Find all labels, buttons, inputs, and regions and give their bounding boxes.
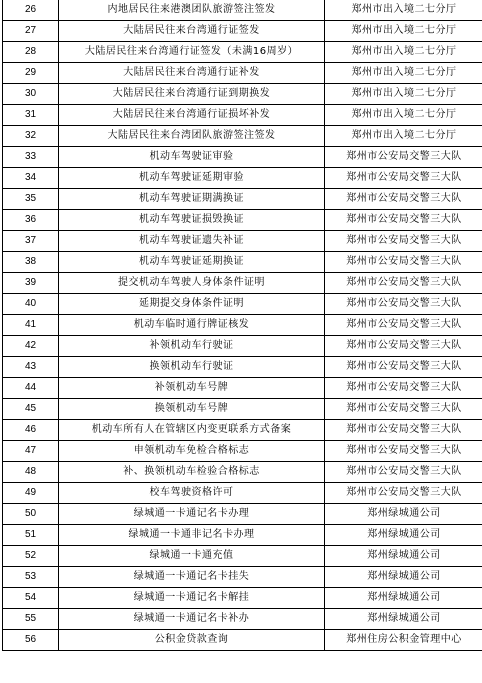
row-number-cell: 32 [3, 126, 59, 147]
row-number-cell: 51 [3, 525, 59, 546]
table-row [3, 126, 482, 147]
department-cell: 郑州市公安局交警三大队 [325, 147, 482, 168]
service-item-cell: 机动车驾驶证期满换证 [59, 189, 325, 210]
table-body [3, 0, 482, 651]
service-item-cell: 补领机动车行驶证 [59, 336, 325, 357]
department-cell: 郑州市公安局交警三大队 [325, 315, 482, 336]
department-cell: 郑州市公安局交警三大队 [325, 378, 482, 399]
table-row [3, 147, 482, 168]
row-number-cell: 39 [3, 273, 59, 294]
row-number-cell: 38 [3, 252, 59, 273]
table-row [3, 567, 482, 588]
table-row [3, 357, 482, 378]
service-item-cell: 申领机动车免检合格标志 [59, 441, 325, 462]
row-number-cell: 49 [3, 483, 59, 504]
department-cell: 郑州绿城通公司 [325, 546, 482, 567]
department-cell: 郑州住房公积金管理中心 [325, 630, 482, 651]
row-number-cell: 55 [3, 609, 59, 630]
department-cell: 郑州市公安局交警三大队 [325, 420, 482, 441]
service-item-cell: 绿城通一卡通充值 [59, 546, 325, 567]
service-item-cell: 大陆居民往来台湾通行证签发（未满16周岁） [59, 42, 325, 63]
row-number-cell: 26 [3, 0, 59, 21]
service-item-cell: 机动车临时通行牌证核发 [59, 315, 325, 336]
table-row [3, 525, 482, 546]
service-item-cell: 大陆居民往来台湾团队旅游签注签发 [59, 126, 325, 147]
row-number-cell: 41 [3, 315, 59, 336]
row-number-cell: 54 [3, 588, 59, 609]
table-row [3, 483, 482, 504]
service-item-cell: 机动车驾驶证遗失补证 [59, 231, 325, 252]
department-cell: 郑州市公安局交警三大队 [325, 189, 482, 210]
table-row [3, 420, 482, 441]
table-row [3, 462, 482, 483]
row-number-cell: 53 [3, 567, 59, 588]
table-row [3, 588, 482, 609]
department-cell: 郑州市公安局交警三大队 [325, 252, 482, 273]
table-row [3, 42, 482, 63]
service-item-cell: 绿城通一卡通记名卡挂失 [59, 567, 325, 588]
table-row [3, 399, 482, 420]
row-number-cell: 56 [3, 630, 59, 651]
table-row [3, 294, 482, 315]
table-row [3, 378, 482, 399]
department-cell: 郑州市出入境二七分厅 [325, 63, 482, 84]
table-row [3, 84, 482, 105]
table-row [3, 231, 482, 252]
row-number-cell: 40 [3, 294, 59, 315]
row-number-cell: 27 [3, 21, 59, 42]
service-item-cell: 补、换领机动车检验合格标志 [59, 462, 325, 483]
service-item-cell: 公积金贷款查询 [59, 630, 325, 651]
department-cell: 郑州绿城通公司 [325, 525, 482, 546]
service-item-cell: 大陆居民往来台湾通行证补发 [59, 63, 325, 84]
service-item-cell: 大陆居民往来台湾通行证到期换发 [59, 84, 325, 105]
service-item-cell: 大陆居民往来台湾通行证损坏补发 [59, 105, 325, 126]
department-cell: 郑州市公安局交警三大队 [325, 168, 482, 189]
service-item-cell: 绿城通一卡通记名卡办理 [59, 504, 325, 525]
table-row [3, 273, 482, 294]
service-item-cell: 校车驾驶资格许可 [59, 483, 325, 504]
row-number-cell: 52 [3, 546, 59, 567]
service-item-cell: 补领机动车号牌 [59, 378, 325, 399]
service-item-cell: 绿城通一卡通非记名卡办理 [59, 525, 325, 546]
department-cell: 郑州市公安局交警三大队 [325, 210, 482, 231]
row-number-cell: 47 [3, 441, 59, 462]
department-cell: 郑州市公安局交警三大队 [325, 399, 482, 420]
department-cell: 郑州绿城通公司 [325, 567, 482, 588]
row-number-cell: 28 [3, 42, 59, 63]
service-item-cell: 机动车驾驶证延期审验 [59, 168, 325, 189]
row-number-cell: 34 [3, 168, 59, 189]
table-row [3, 546, 482, 567]
table-row [3, 609, 482, 630]
row-number-cell: 35 [3, 189, 59, 210]
row-number-cell: 29 [3, 63, 59, 84]
service-items-table [2, 0, 482, 651]
table-row [3, 21, 482, 42]
table-row [3, 210, 482, 231]
department-cell: 郑州市公安局交警三大队 [325, 483, 482, 504]
department-cell: 郑州市公安局交警三大队 [325, 231, 482, 252]
service-item-cell: 机动车驾驶证损毁换证 [59, 210, 325, 231]
table-row [3, 0, 482, 21]
department-cell: 郑州市出入境二七分厅 [325, 126, 482, 147]
row-number-cell: 43 [3, 357, 59, 378]
department-cell: 郑州市公安局交警三大队 [325, 294, 482, 315]
department-cell: 郑州市公安局交警三大队 [325, 273, 482, 294]
row-number-cell: 50 [3, 504, 59, 525]
service-item-cell: 绿城通一卡通记名卡补办 [59, 609, 325, 630]
table-row [3, 105, 482, 126]
table-row [3, 504, 482, 525]
service-item-cell: 提交机动车驾驶人身体条件证明 [59, 273, 325, 294]
service-item-cell: 机动车所有人在管辖区内变更联系方式备案 [59, 420, 325, 441]
table-row [3, 168, 482, 189]
service-item-cell: 换领机动车号牌 [59, 399, 325, 420]
department-cell: 郑州市公安局交警三大队 [325, 462, 482, 483]
department-cell: 郑州绿城通公司 [325, 588, 482, 609]
service-item-cell: 机动车驾驶证审验 [59, 147, 325, 168]
row-number-cell: 44 [3, 378, 59, 399]
department-cell: 郑州绿城通公司 [325, 504, 482, 525]
table-row [3, 189, 482, 210]
row-number-cell: 45 [3, 399, 59, 420]
department-cell: 郑州市出入境二七分厅 [325, 105, 482, 126]
department-cell: 郑州市出入境二七分厅 [325, 42, 482, 63]
department-cell: 郑州市公安局交警三大队 [325, 336, 482, 357]
department-cell: 郑州市公安局交警三大队 [325, 357, 482, 378]
row-number-cell: 36 [3, 210, 59, 231]
department-cell: 郑州市出入境二七分厅 [325, 84, 482, 105]
department-cell: 郑州市出入境二七分厅 [325, 0, 482, 21]
table-row [3, 336, 482, 357]
row-number-cell: 31 [3, 105, 59, 126]
service-item-cell: 内地居民往来港澳团队旅游签注签发 [59, 0, 325, 21]
row-number-cell: 42 [3, 336, 59, 357]
department-cell: 郑州市公安局交警三大队 [325, 441, 482, 462]
row-number-cell: 30 [3, 84, 59, 105]
service-items-table-sheet [2, 0, 480, 651]
service-item-cell: 机动车驾驶证延期换证 [59, 252, 325, 273]
department-cell: 郑州市出入境二七分厅 [325, 21, 482, 42]
row-number-cell: 46 [3, 420, 59, 441]
table-row [3, 441, 482, 462]
table-row [3, 630, 482, 651]
table-row [3, 252, 482, 273]
row-number-cell: 48 [3, 462, 59, 483]
row-number-cell: 37 [3, 231, 59, 252]
table-row [3, 63, 482, 84]
service-item-cell: 换领机动车行驶证 [59, 357, 325, 378]
table-row [3, 315, 482, 336]
department-cell: 郑州绿城通公司 [325, 609, 482, 630]
service-item-cell: 延期提交身体条件证明 [59, 294, 325, 315]
service-item-cell: 绿城通一卡通记名卡解挂 [59, 588, 325, 609]
service-item-cell: 大陆居民往来台湾通行证签发 [59, 21, 325, 42]
row-number-cell: 33 [3, 147, 59, 168]
